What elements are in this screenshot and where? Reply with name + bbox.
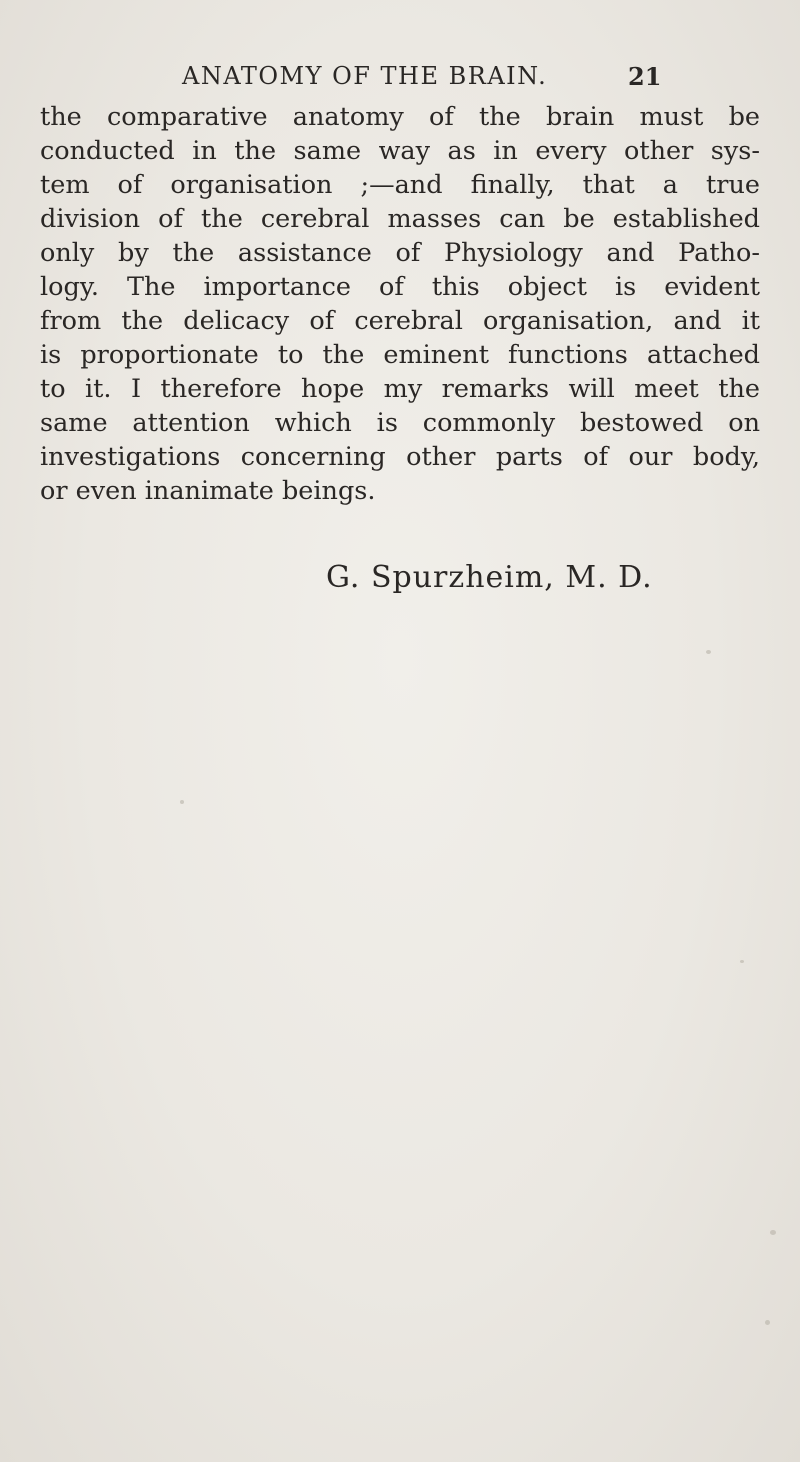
text-line: division of the cerebral masses can be established (40, 204, 760, 234)
paper-speck (740, 960, 744, 963)
text-line: tem of organisation ;—and finally, that a true (40, 170, 760, 200)
text-line: from the delicacy of cerebral organisation, and it (40, 306, 760, 336)
text-line: to it. I therefore hope my remarks will meet the (40, 374, 760, 404)
body-paragraph (40, 100, 760, 508)
paper-speck (770, 1230, 776, 1235)
text-line: same attention which is commonly bestowed on (40, 408, 760, 438)
text-line: is proportionate to the eminent functions attached (40, 340, 760, 370)
text-line: investigations concerning other parts of our body, (40, 442, 760, 472)
page-number: 21 (628, 62, 662, 91)
page-header (182, 62, 662, 96)
text-line: only by the assistance of Physiology and Patho- (40, 238, 760, 268)
text-line: conducted in the same way as in every other sys- (40, 136, 760, 166)
paper-speck (765, 1320, 770, 1325)
running-title: ANATOMY OF THE BRAIN. (182, 62, 548, 90)
text-line: or even inanimate beings. (40, 476, 376, 506)
paper-speck (180, 800, 184, 804)
text-line: the comparative anatomy of the brain must be (40, 102, 760, 132)
paper-speck (706, 650, 711, 654)
author-signature: G. Spurzheim, M. D. (326, 560, 653, 595)
text-line: logy. The importance of this object is evident (40, 272, 760, 302)
